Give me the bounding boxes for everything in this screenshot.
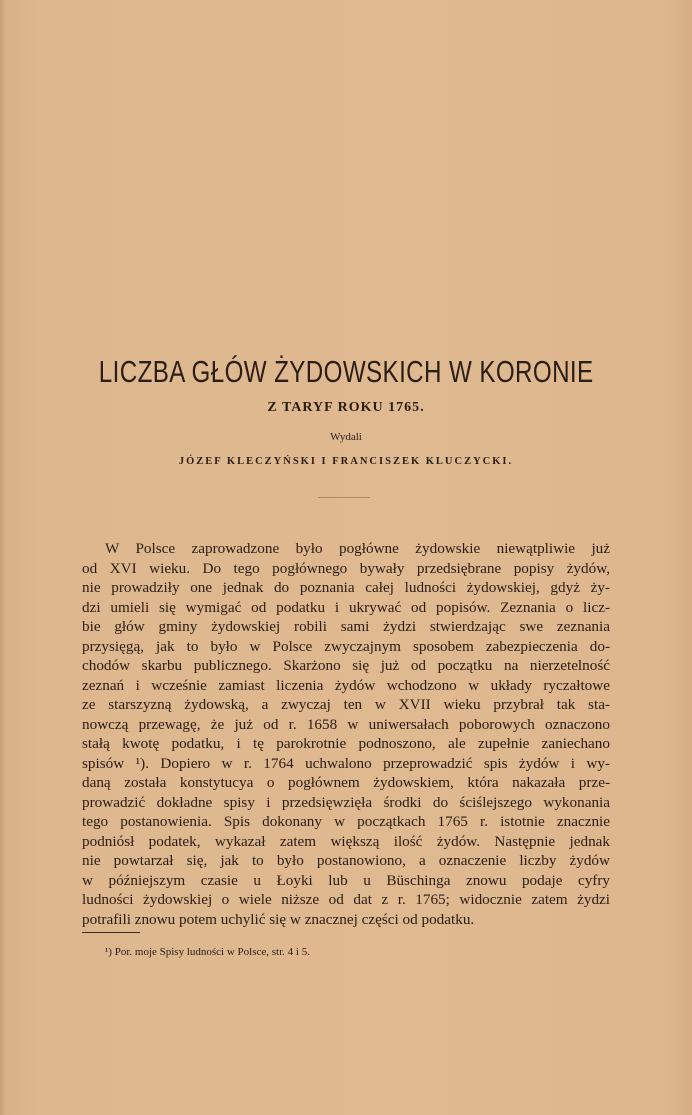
text-line: nie prowadziły one jednak do poznania całej ludności żydowskiej, gdyż ży- (82, 579, 610, 596)
text-line: przysięgą, jak to było w Polsce zwyczajnym sposobem zabezpieczenia do- (82, 637, 610, 655)
authors: JÓZEF KLECZYŃSKI I FRANCISZEK KLUCZYCKI. (178, 456, 514, 467)
text-line: tego postanowienia. Spis dokonany w początkach 1765 r. istotnie znacznie (82, 813, 610, 830)
text-line: stałą kwotę podatku, i tę parokrotnie podnoszono, ale zupełnie zaniechano (82, 735, 610, 752)
text-line: bie głów gminy żydowskiej robili sami żydzi stwierdzając swe zeznania (82, 618, 610, 635)
text-line: prowadzić dokładne spisy i przedsięwzięła środki do ściślejszego wykonania (82, 793, 610, 811)
footnote-divider (82, 932, 140, 933)
text-line: spisów ¹). Dopiero w r. 1764 uchwalono przeprowadzić spis żydów i wy- (82, 754, 610, 772)
text-line: ludności żydowskiej o wiele niższe od dat z r. 1765; widocznie zatem żydzi (82, 891, 610, 908)
page-title (0, 354, 692, 390)
text-line: potrafili znowu potem uchylić się w znacznej części od podatku. (82, 910, 475, 928)
editors-label: Wydali (330, 431, 362, 443)
text-line: daną została konstytucya o pogłównem żydowskiem, która nakazała prze- (82, 774, 610, 791)
text-line: ze starszyzną żydowską, a zwyczaj ten w XVII wieku przybrał tak sta- (82, 696, 610, 713)
text-line: chodów skarbu publicznego. Skarżono się już od początku na nierzetelność (82, 657, 610, 674)
text-line: nie powtarzał się, jak to było postanowiono, a oznaczenie liczby żydów (82, 852, 610, 869)
text-line: w późniejszym czasie u Łoyki lub u Büschinga znowu podaje cyfry (82, 871, 610, 889)
divider (318, 497, 370, 498)
body-text (82, 539, 610, 929)
subtitle: Z TARYF ROKU 1765. (267, 400, 425, 415)
text-line: od XVI wieku. Do tego pogłównego bywały przedsiębrane popisy żydów, (82, 559, 610, 577)
text-line: nowczą przewagę, że już od r. 1658 w uniwersałach poborowych oznaczono (82, 715, 610, 733)
text-line: W Polsce zaprowadzone było pogłówne żydowskie niewątpliwie już (105, 540, 610, 557)
text-line: dzi umieli się wymigać od podatku i ukrywać od popisów. Zeznania o licz- (82, 598, 610, 616)
text-line: podniósł podatek, wykazał zatem większą ilość żydów. Następnie jednak (82, 832, 610, 850)
footnote: ¹) Por. moje Spisy ludności w Polsce, str. 4 i 5. (105, 946, 310, 958)
title-text: LICZBA GŁÓW ŻYDOWSKICH W KORONIE (98, 354, 594, 389)
text-line: zeznań i wcześnie zamiast liczenia żydów wchodzono w układy ryczałtowe (82, 676, 610, 694)
